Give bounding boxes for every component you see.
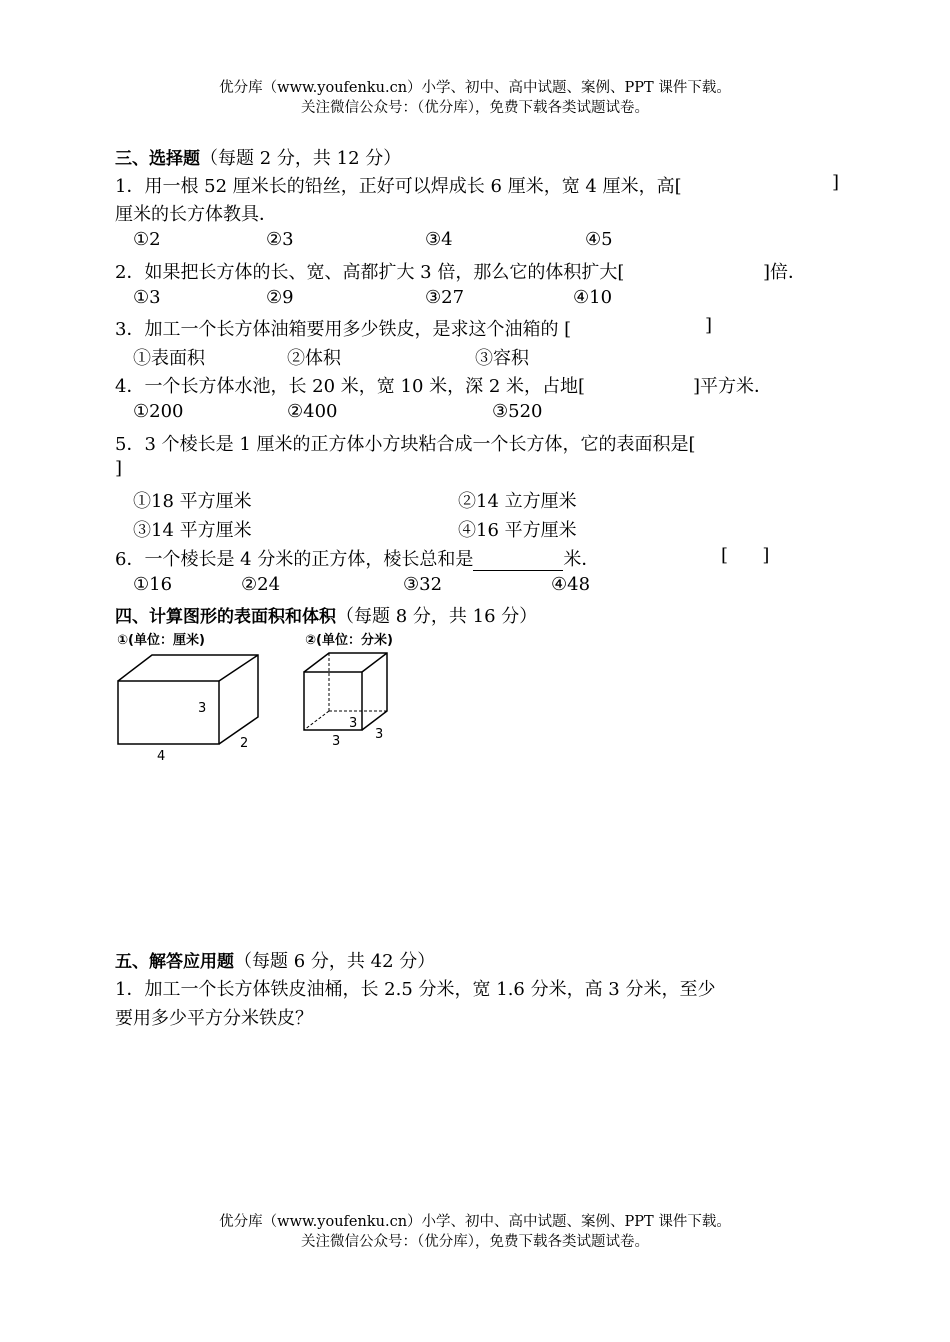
question-3-5-cont: ] xyxy=(115,458,123,479)
answer-bracket-close: ]倍． xyxy=(763,262,807,283)
answer-bracket-close: ]平方米． xyxy=(693,376,773,397)
figure-1-label: ①(单位：厘米) xyxy=(117,633,205,648)
option-2: ②3 xyxy=(266,229,294,250)
option-2: ②400 xyxy=(287,401,338,422)
option-3: ③27 xyxy=(425,287,465,308)
footer-line-1: 优分库（www.youfenku.cn）小学、初中、高中试题、案例、PPT 课件下载。 xyxy=(219,1214,731,1230)
option-3: ③4 xyxy=(425,229,453,250)
dimension-inner: 3 xyxy=(349,716,358,731)
question-5-1-cont: 要用多少平方分米铁皮？ xyxy=(115,1008,313,1029)
answer-bracket: [ ] xyxy=(721,545,770,566)
section-3-note: （每题 2 分，共 12 分） xyxy=(200,148,402,169)
option-2: ②14 立方厘米 xyxy=(458,491,577,512)
figure-1-cuboid xyxy=(117,632,258,764)
section-3-title: 三、选择题 xyxy=(115,149,200,169)
dimension-right: 3 xyxy=(375,727,384,742)
option-2: ②24 xyxy=(241,574,281,595)
option-1: ①表面积 xyxy=(133,348,205,369)
option-1: ①200 xyxy=(133,401,184,422)
question-text: 2．如果把长方体的长、宽、高都扩大 3 倍，那么它的体积扩大[ xyxy=(115,262,625,283)
answer-bracket-close: ] xyxy=(832,172,840,193)
section-4-note: （每题 8 分，共 16 分） xyxy=(336,606,538,627)
page-footer xyxy=(0,1212,950,1252)
dimension-height: 3 xyxy=(198,701,207,716)
figure-2-label: ②(单位：分米) xyxy=(305,633,393,648)
dimension-depth: 2 xyxy=(240,736,249,751)
option-3: ③32 xyxy=(403,574,443,595)
question-text-end: 米． xyxy=(563,549,600,570)
option-2: ②9 xyxy=(266,287,294,308)
figure-2-cube xyxy=(304,632,393,749)
question-text: 4．一个长方体水池，长 20 米，宽 10 米，深 2 米，占地[ xyxy=(115,376,586,397)
answer-bracket-close: ] xyxy=(705,315,713,336)
header-line-1: 优分库（www.youfenku.cn）小学、初中、高中试题、案例、PPT 课件下载。 xyxy=(219,80,731,96)
section-5-title: 五、解答应用题 xyxy=(115,952,234,972)
question-text: 5．3 个棱长是 1 厘米的正方体小方块粘合成一个长方体，它的表面积是[ xyxy=(115,434,696,455)
header-line-2: 关注微信公众号：（优分库），免费下载各类试题试卷。 xyxy=(301,100,649,116)
option-4: ④10 xyxy=(573,287,613,308)
option-1: ①2 xyxy=(133,229,161,250)
footer-line-2: 关注微信公众号：（优分库），免费下载各类试题试卷。 xyxy=(301,1234,649,1250)
cuboid-edge xyxy=(219,655,258,681)
option-1: ①16 xyxy=(133,574,173,595)
option-3: ③520 xyxy=(492,401,543,422)
section-5-note: （每题 6 分，共 42 分） xyxy=(234,951,436,972)
question-text: 1．用一根 52 厘米长的铅丝，正好可以焊成长 6 厘米，宽 4 厘米，高[ xyxy=(115,176,682,197)
option-4: ④16 平方厘米 xyxy=(458,520,577,541)
cube-top-side-edges xyxy=(304,653,387,730)
cube-hidden-edge xyxy=(304,711,329,730)
option-3: ③容积 xyxy=(475,348,529,369)
option-4: ④48 xyxy=(551,574,591,595)
option-2: ②体积 xyxy=(287,348,341,369)
option-1: ①3 xyxy=(133,287,161,308)
question-5-1: 1．加工一个长方体铁皮油桶，长 2.5 分米，宽 1.6 分米，高 3 分米，至少 xyxy=(115,979,716,1000)
dimension-bottom: 3 xyxy=(332,734,341,749)
section-4-title: 四、计算图形的表面积和体积 xyxy=(115,607,336,627)
question-text: 3．加工一个长方体油箱要用多少铁皮，是求这个油箱的 [ xyxy=(115,319,572,340)
option-4: ④5 xyxy=(585,229,613,250)
option-3: ③14 平方厘米 xyxy=(133,520,252,541)
question-3-1-cont: 厘米的长方体教具． xyxy=(115,204,277,225)
dimension-length: 4 xyxy=(157,749,166,764)
cube-edge xyxy=(362,653,387,672)
question-text: 6．一个棱长是 4 分米的正方体，棱长总和是 xyxy=(115,549,474,570)
option-1: ①18 平方厘米 xyxy=(133,491,252,512)
